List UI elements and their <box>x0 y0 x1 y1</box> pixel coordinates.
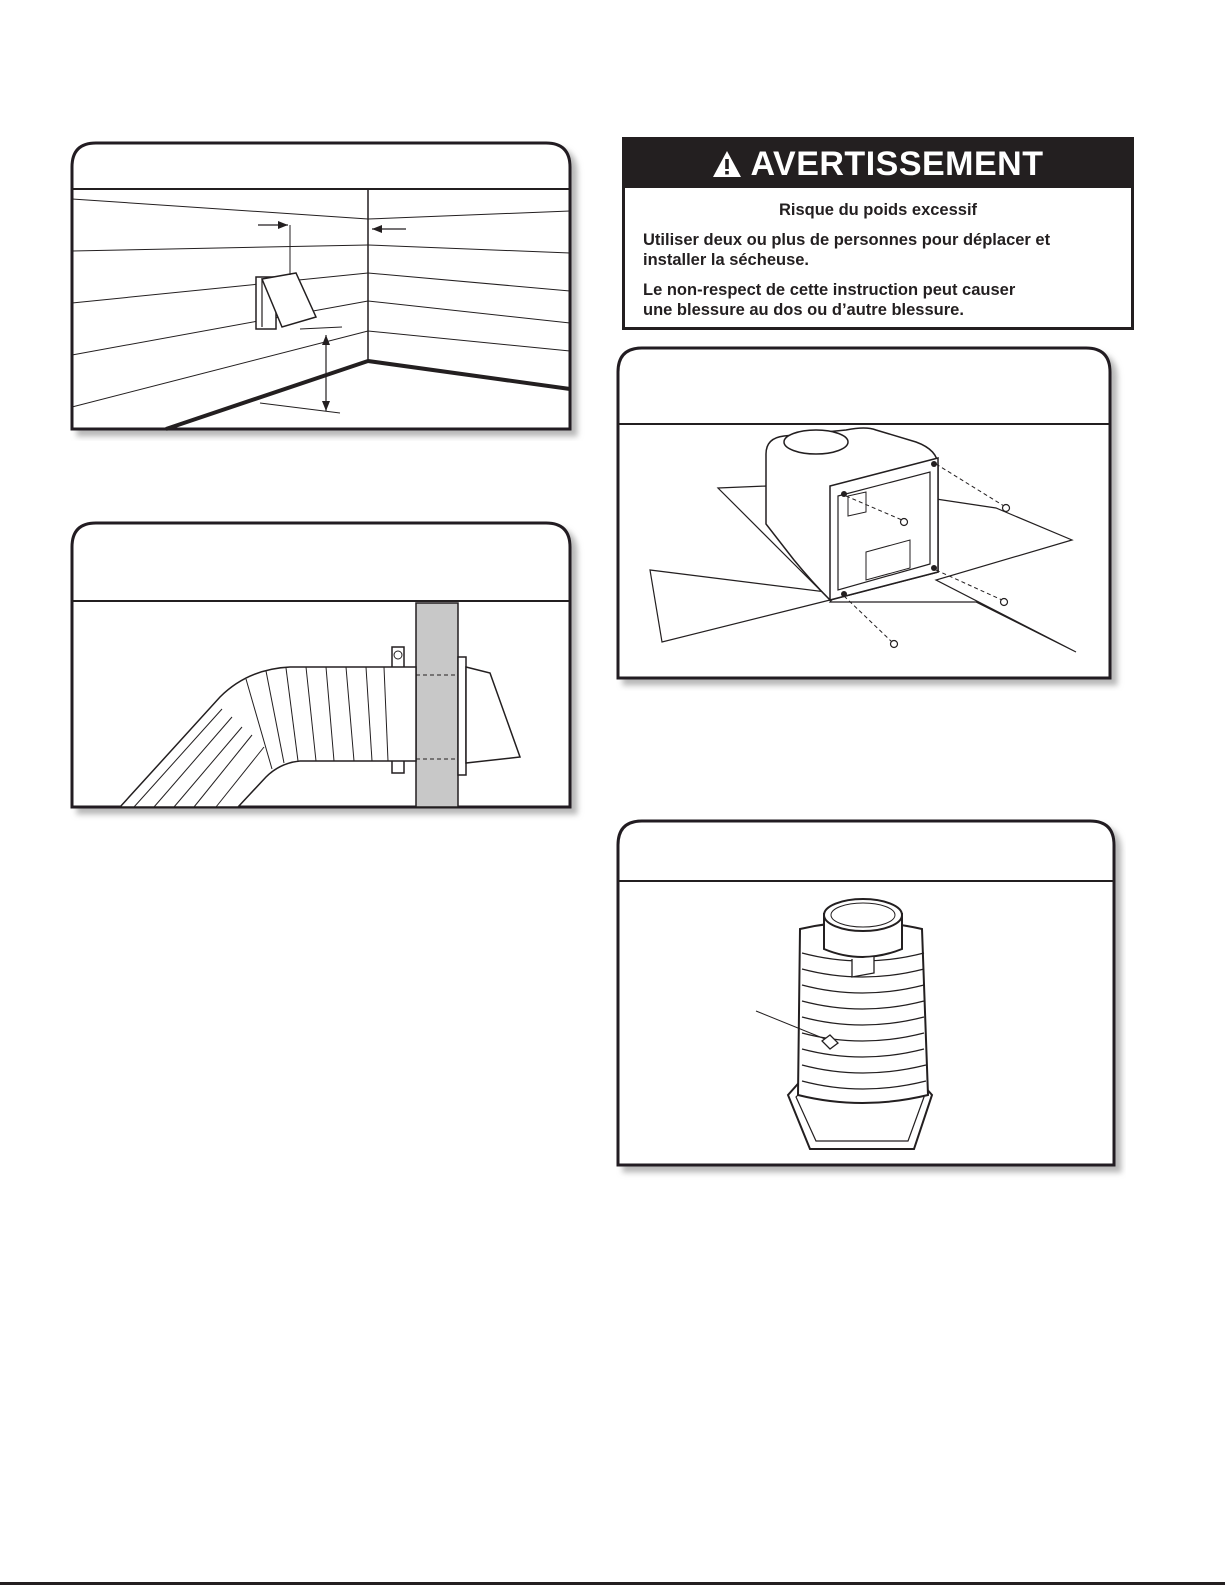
alert-triangle-icon <box>712 150 742 178</box>
warning-line-2: installer la sécheuse. <box>643 251 810 269</box>
warning-title: AVERTISSEMENT <box>750 144 1044 183</box>
warning-line-1: Utiliser deux ou plus de personnes pour déplacer et <box>643 231 1051 249</box>
leveling-leg-illustration-icon <box>616 819 1126 1181</box>
vent-hood-illustration-icon <box>70 141 590 441</box>
warning-banner <box>625 140 1131 188</box>
warning-line-4: une blessure au dos ou d’autre blessure. <box>643 301 964 319</box>
flexible-duct-illustration-icon <box>70 521 590 821</box>
leveling-leg-figure <box>616 819 1126 1181</box>
warning-line-3: Le non-respect de cette instruction peut causer <box>643 281 1016 299</box>
warning-instruction <box>643 230 1131 270</box>
dryer-legs-figure <box>616 346 1126 691</box>
warning-box <box>622 137 1134 330</box>
vent-hood-figure <box>70 141 590 441</box>
dryer-legs-illustration-icon <box>616 346 1126 691</box>
warning-consequence <box>643 280 1131 320</box>
warning-subtitle: Risque du poids excessif <box>778 201 978 219</box>
duct-figure <box>70 521 590 821</box>
